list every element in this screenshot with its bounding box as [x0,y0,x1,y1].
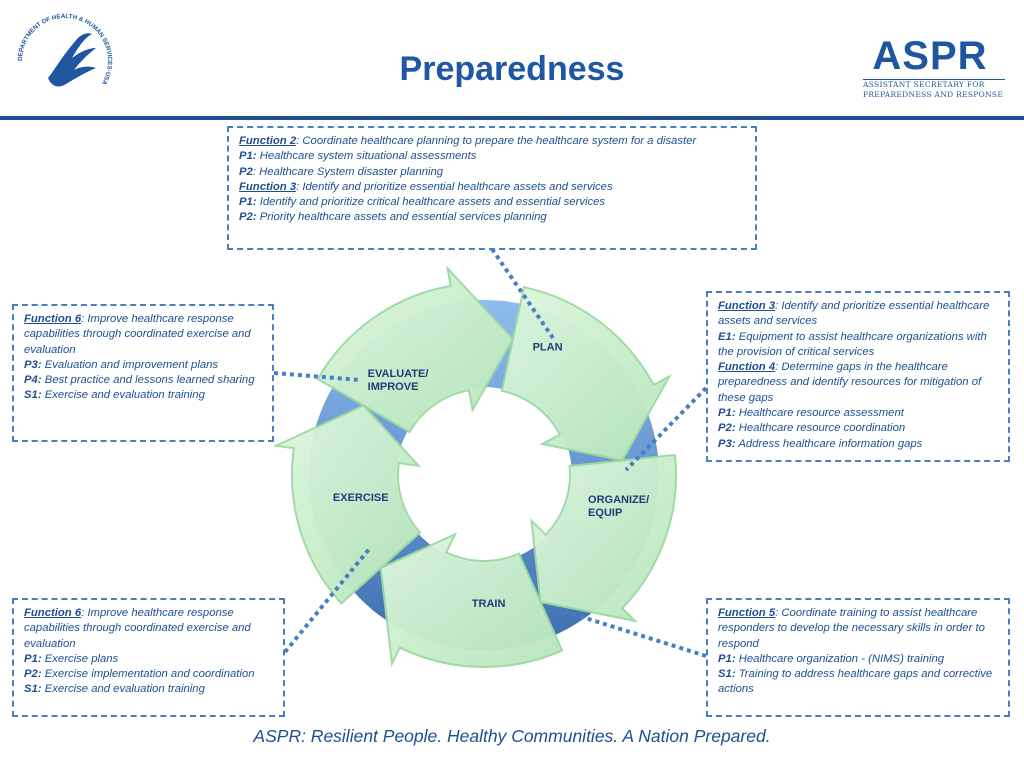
cycle-label-exercise [333,492,389,504]
callout-line-text: Identify and prioritize critical healthcare assets and essential services [259,196,606,209]
svg-text:DEPARTMENT OF HEALTH & HUMAN S: DEPARTMENT OF HEALTH & HUMAN SERVICES·USA [16,12,114,86]
callout-line-text: Healthcare system situational assessments [259,150,477,163]
callout-line-text: Evaluation and improvement plans [44,358,219,371]
callout-line-label: P2 [239,165,253,178]
connector-train [560,610,706,656]
callout-line-label: S1: [24,683,42,696]
callout-line-separator: : [775,607,782,619]
callout-line-label: Function 3 [239,180,297,193]
callout-line-label: S1: [718,668,736,681]
cycle-arrow-organize-equip [531,455,676,621]
callout-line-separator: : [296,135,303,147]
callout-exercise [12,598,285,717]
cycle-label-line2: EQUIP [588,507,623,520]
aspr-logo-line2: PREPAREDNESS AND RESPONSE [863,90,1004,99]
callout-line [24,606,273,652]
aspr-logo-line1: ASSISTANT SECRETARY FOR [863,80,985,89]
callout-line-text: Healthcare System disaster planning [259,165,444,178]
callout-line-separator: : [81,313,88,325]
callout-line [718,299,998,330]
callout-line-text: Improve healthcare response capabilities through coordinated exercise and evaluation [24,313,251,356]
callout-line [239,180,745,195]
callout-line-text: Exercise and evaluation training [44,683,205,696]
callout-line-separator: : [81,607,88,619]
callout-line-text: Exercise plans [44,652,119,665]
callout-line-label: Function 5 [718,607,776,619]
callout-line-text: Exercise implementation and coordination [44,668,255,681]
callout-line-separator: : [775,361,782,374]
cycle-label-plan [533,341,563,353]
callout-line-text: Healthcare organization - (NIMS) training [738,652,945,665]
callout-line-label: P1: [239,196,257,209]
callout-line [239,195,745,210]
callout-line-label: P1: [718,652,736,665]
callout-line-text: Determine gaps in the healthcare preparedness and identify resources for mitigation of these gaps [718,361,982,404]
callout-line-text: Identify and prioritize essential healthcare assets and services [718,300,990,328]
callout-line [718,606,998,652]
callout-line [24,358,262,373]
callout-line-label: Function 6 [24,313,82,325]
callout-line-separator: : [775,300,782,312]
callout-line-separator: : [252,165,260,178]
callout-line [718,667,998,698]
cycle-label-line1: EVALUATE/ [367,367,429,380]
footer-tagline: ASPR: Resilient People. Healthy Communities. A Nation Prepared. [253,726,771,746]
callout-line [239,210,745,225]
callout-line-label: Function 2 [239,135,297,147]
callout-line [24,682,273,697]
callout-line [718,421,998,436]
callout-line-text: Exercise and evaluation training [44,389,205,402]
callout-line [24,388,262,403]
callout-line-text: Healthcare resource coordination [738,422,906,435]
callout-line-text: Equipment to assist healthcare organizations with the provision of critical services [718,330,987,358]
callout-line-text: Identify and prioritize essential healthcare assets and services [302,180,613,193]
callout-line [24,312,262,358]
callout-line-text: Coordinate healthcare planning to prepare the healthcare system for a disaster [302,135,697,147]
callout-line-text: Healthcare resource assessment [738,407,904,420]
callout-line-label: P1: [239,150,257,163]
callout-line [24,652,273,667]
callout-line-label: S1: [24,389,42,402]
callout-line-label: P3: [718,437,736,450]
callout-line-label: P2: [239,211,257,224]
cycle-label-line2: IMPROVE [367,380,419,393]
callout-line [24,373,262,388]
callout-line-separator: : [296,180,303,193]
callout-line-label: Function 6 [24,607,82,619]
callout-line-label: P4: [24,374,42,387]
callout-line [718,330,998,361]
callout-line [239,165,745,180]
callout-line-text: Address healthcare information gaps [738,437,923,450]
callout-line-text: Best practice and lessons learned sharing [44,374,255,387]
callout-line [239,134,745,149]
callout-line-text: Coordinate training to assist healthcare responders to develop the necessary skills in order to respond [718,607,985,650]
callout-line-label: E1: [718,330,736,343]
callout-line [239,149,745,164]
cycle-label-line1: PLAN [532,341,563,354]
callout-line-label: P3: [24,358,42,371]
callout-line-text: Training to address healthcare gaps and corrective actions [718,668,993,696]
callout-train [706,598,1010,717]
callout-line-text: Priority healthcare assets and essential services planning [259,211,547,224]
callout-line [718,406,998,421]
callout-line-label: Function 3 [718,300,776,312]
page-title: Preparedness [399,50,625,88]
callout-organize-equip [706,291,1010,462]
cycle-label-line1: ORGANIZE/ [588,494,650,507]
cycle-label-line1: EXERCISE [332,492,389,505]
callout-line [718,437,998,452]
callout-line-label: P2: [24,668,42,681]
cycle-label-train [472,598,506,610]
aspr-logo-word: ASPR [872,34,988,78]
callout-line-text: Improve healthcare response capabilities through coordinated exercise and evaluation [24,607,251,650]
callout-plan [227,126,757,250]
callout-line-label: P1: [24,652,42,665]
callout-line [718,360,998,406]
cycle-label-line1: TRAIN [471,597,506,610]
callout-evaluate-improve [12,304,274,442]
callout-line-label: P2: [718,422,736,435]
callout-line [24,667,273,682]
callout-line-label: P1: [718,407,736,420]
callout-line [718,652,998,667]
callout-line-label: Function 4 [718,361,776,374]
